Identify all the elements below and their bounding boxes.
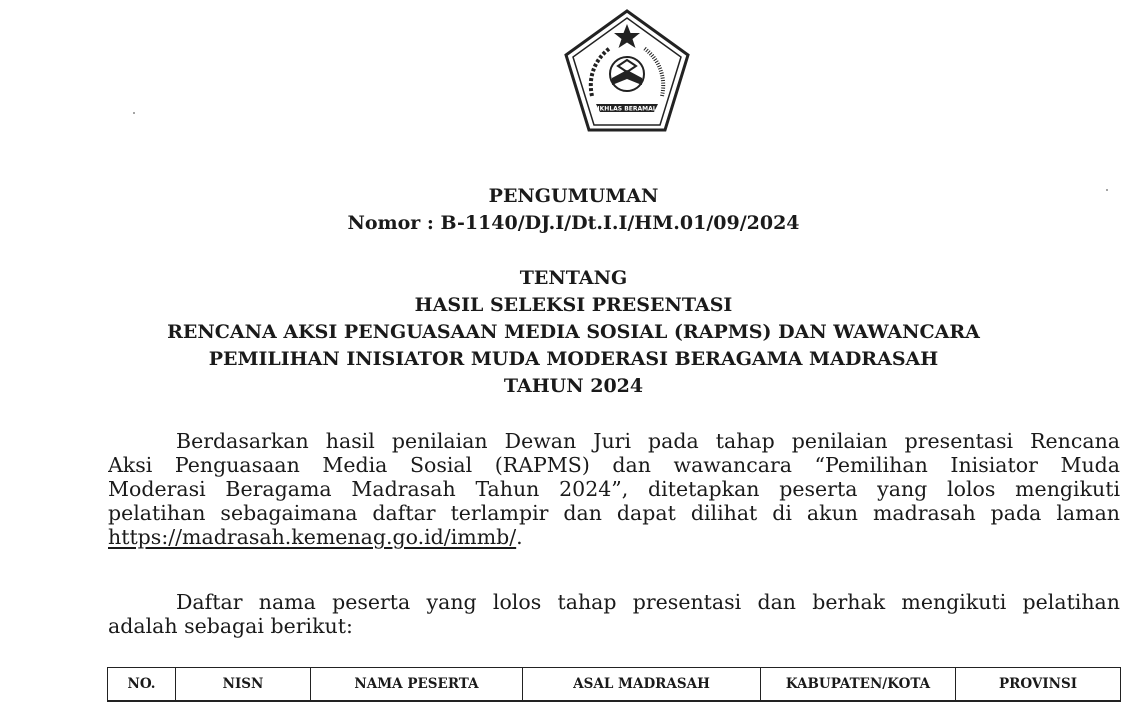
column-header-nisn: NISN: [176, 668, 311, 702]
subject-about: TENTANG: [519, 267, 628, 289]
announcement-title: PENGUMUMAN: [488, 185, 659, 207]
paragraph-line: Daftar nama peserta yang lolos tahap presentasi dan berhak mengikuti pelatihan: [176, 590, 1120, 614]
subject-line-2: RENCANA AKSI PENGUASAAN MEDIA SOSIAL (RAPMS) DAN WAWANCARA: [167, 321, 980, 343]
paragraph-participant-list: [108, 590, 1120, 638]
participant-table: [107, 667, 1121, 702]
announcement-number: Nomor : B-1140/DJ.I/Dt.I.I/HM.01/09/2024: [347, 212, 800, 234]
column-header-madrasah: ASAL MADRASAH: [523, 668, 761, 702]
paragraph-line: Aksi Penguasaan Media Sosial (RAPMS) dan wawancara “Pemilihan Inisiator Muda: [108, 453, 1120, 477]
paragraph-line: Moderasi Beragama Madrasah Tahun 2024”, ditetapkan peserta yang lolos mengikuti: [108, 477, 1120, 501]
subject-line-3: PEMILIHAN INISIATOR MUDA MODERASI BERAGAMA MADRASAH: [208, 348, 939, 370]
paragraph-line: pelatihan sebagaimana daftar terlampir dan dapat dilihat di akun madrasah pada laman: [108, 501, 1120, 525]
link-suffix: .: [516, 525, 523, 549]
column-header-regency-city: KABUPATEN/KOTA: [761, 668, 956, 702]
paragraph-line-with-link: [108, 525, 1120, 549]
subject-line-1: HASIL SELEKSI PRESENTASI: [414, 294, 733, 316]
madrasah-immb-link[interactable]: https://madrasah.kemenag.go.id/immb/: [108, 525, 517, 549]
scan-speck: [133, 112, 135, 114]
subject-line-4: TAHUN 2024: [503, 375, 644, 397]
paragraph-line: adalah sebagai berikut:: [108, 614, 353, 638]
column-header-participant-name: NAMA PESERTA: [311, 668, 523, 702]
column-header-no: NO.: [108, 668, 176, 702]
ministry-emblem-logo: [562, 8, 692, 136]
table-header-row: [108, 668, 1121, 702]
paragraph-line: Berdasarkan hasil penilaian Dewan Juri pada tahap penilaian presentasi Rencana: [176, 429, 1120, 453]
logo-ribbon-text: IKHLAS BERAMAL: [597, 105, 657, 113]
column-header-province: PROVINSI: [956, 668, 1121, 702]
paragraph-decision: [108, 429, 1120, 549]
